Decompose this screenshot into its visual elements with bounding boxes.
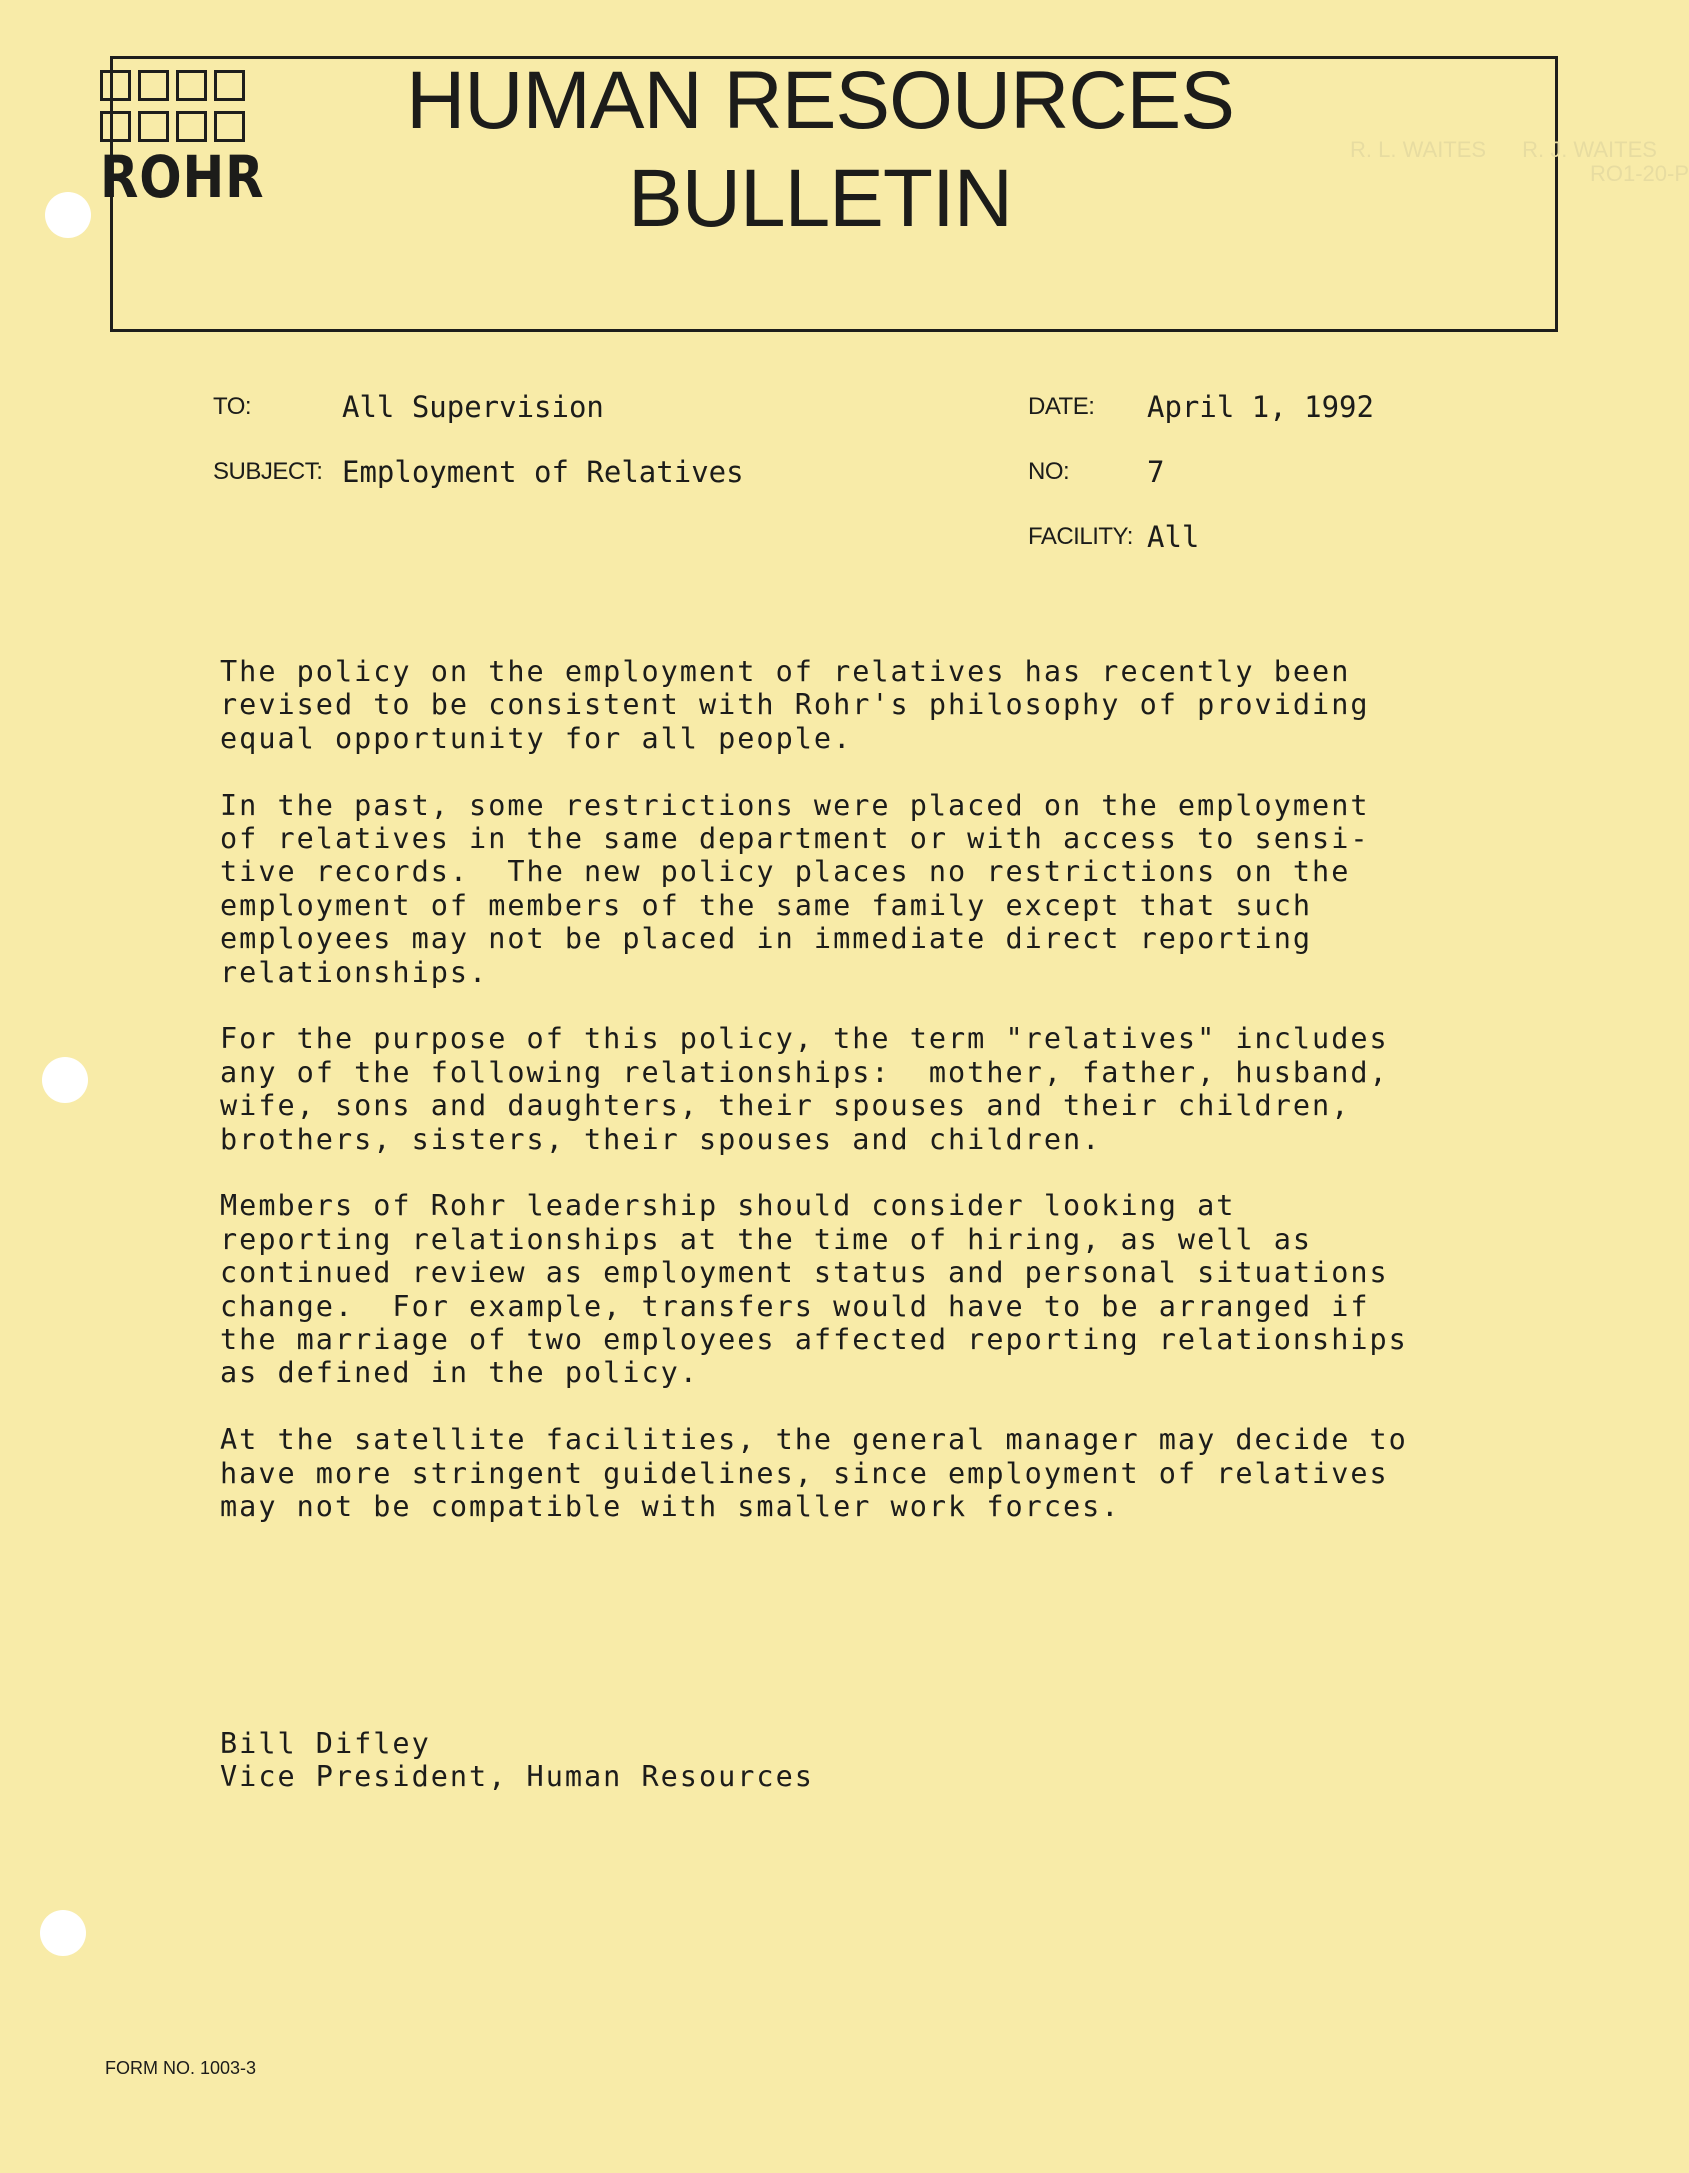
signer-title: Vice President, Human Resources — [220, 1760, 814, 1794]
paragraph — [220, 1189, 1520, 1389]
bulletin-body — [220, 655, 1520, 1557]
stamp-name-a: R. L. WAITES — [1350, 137, 1487, 162]
logo-square — [214, 111, 245, 142]
text-line: the marriage of two employees affected reporting relationships — [220, 1323, 1408, 1357]
logo-square — [100, 70, 131, 101]
text-line: change. For example, transfers would have to be arranged if — [220, 1289, 1370, 1323]
text-line: brothers, sisters, their spouses and children. — [220, 1122, 1102, 1156]
text-line: For the purpose of this policy, the term "relatives" includes — [220, 1022, 1389, 1056]
subject-label: SUBJECT: — [213, 458, 323, 485]
punch-hole-bottom — [40, 1910, 86, 1956]
text-line: as defined in the policy. — [220, 1356, 699, 1390]
logo-square — [138, 70, 169, 101]
facility-value: All — [1147, 520, 1200, 554]
paragraph — [220, 789, 1520, 989]
text-line: revised to be consistent with Rohr's philosophy of providing — [220, 688, 1370, 722]
page-title — [380, 52, 1260, 248]
no-value: 7 — [1147, 455, 1165, 489]
paragraph — [220, 655, 1520, 755]
subject-value: Employment of Relatives — [342, 455, 744, 489]
text-line: reporting relationships at the time of hiring, as well as — [220, 1222, 1313, 1256]
text-line: employees may not be placed in immediate direct reporting — [220, 922, 1313, 956]
text-line: equal opportunity for all people. — [220, 721, 853, 755]
signer-name: Bill Difley — [220, 1727, 431, 1760]
logo-square-grid — [100, 70, 270, 142]
facility-label: FACILITY: — [1028, 523, 1133, 550]
text-line: have more stringent guidelines, since employment of relatives — [220, 1456, 1389, 1490]
title-line-1: HUMAN RESOURCES — [406, 55, 1234, 146]
text-line: At the satellite facilities, the general manager may decide to — [220, 1423, 1408, 1457]
no-label: NO: — [1028, 458, 1070, 485]
text-line: tive records. The new policy places no restrictions on the — [220, 855, 1351, 889]
paragraph — [220, 1423, 1520, 1523]
text-line: Members of Rohr leadership should consider looking at — [220, 1189, 1236, 1223]
text-line: relationships. — [220, 955, 489, 989]
logo-square — [176, 111, 207, 142]
rohr-logo — [100, 70, 270, 211]
date-value: April 1, 1992 — [1147, 390, 1374, 424]
text-line: may not be compatible with smaller work forces. — [220, 1490, 1121, 1524]
text-line: wife, sons and daughters, their spouses and their children, — [220, 1089, 1351, 1123]
stamp-line-2: RO1-20-P — [1590, 161, 1689, 186]
stamp-name-b: R. J. WAITES — [1522, 137, 1657, 162]
date-label: DATE: — [1028, 393, 1095, 420]
text-line: The policy on the employment of relatives has recently been — [220, 655, 1351, 688]
punch-hole-middle — [42, 1057, 88, 1103]
paragraph — [220, 1022, 1520, 1156]
logo-square — [138, 111, 169, 142]
text-line: In the past, some restrictions were placed on the employment — [220, 788, 1370, 822]
logo-square — [176, 70, 207, 101]
text-line: of relatives in the same department or with access to sensi- — [220, 822, 1370, 856]
punch-hole-top — [45, 192, 91, 238]
to-label: TO: — [213, 393, 252, 420]
logo-square — [100, 111, 131, 142]
title-line-2: BULLETIN — [628, 153, 1012, 244]
logo-square — [214, 70, 245, 101]
text-line: any of the following relationships: mother, father, husband, — [220, 1055, 1389, 1089]
text-line: continued review as employment status and personal situations — [220, 1256, 1389, 1290]
form-number: FORM NO. 1003-3 — [105, 2058, 257, 2078]
to-value: All Supervision — [342, 390, 604, 424]
text-line: employment of members of the same family except that such — [220, 888, 1313, 922]
stamp-line-1 — [1350, 138, 1657, 162]
logo-wordmark: ROHR — [100, 143, 265, 211]
signature-block — [220, 1727, 814, 1794]
